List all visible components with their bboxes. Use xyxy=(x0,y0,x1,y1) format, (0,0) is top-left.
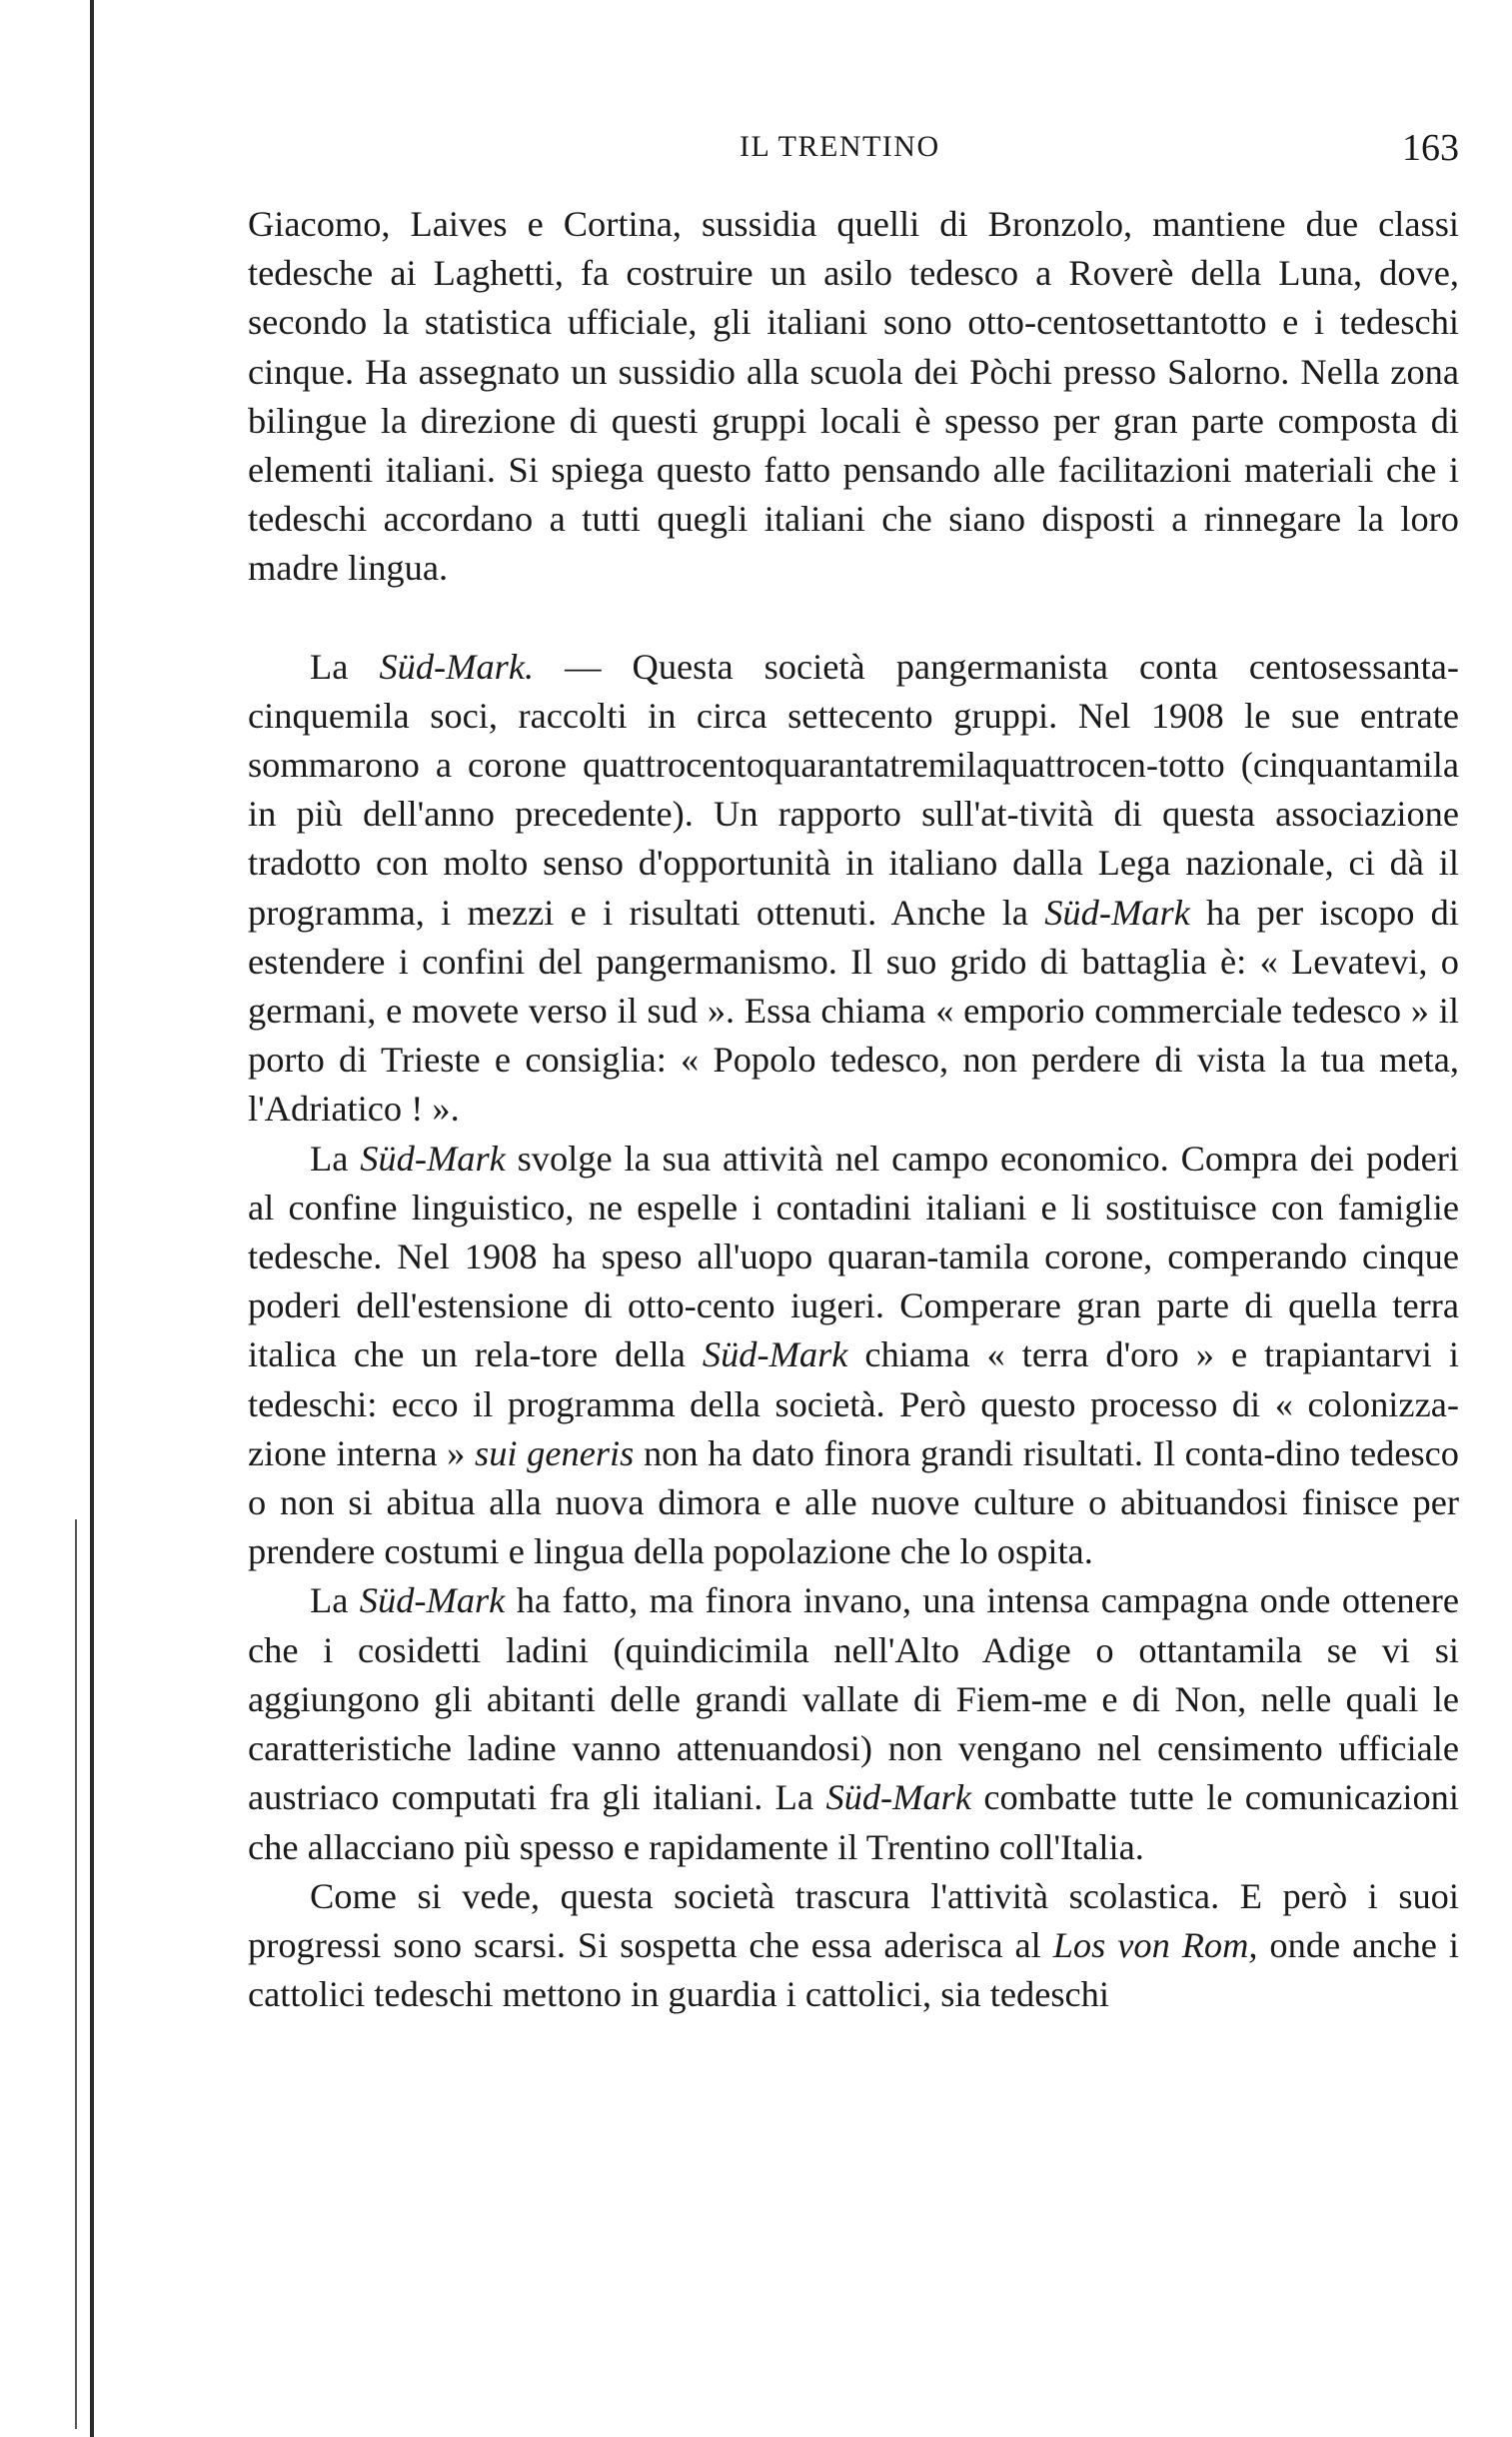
paragraph-4-italic-2: Süd-Mark xyxy=(825,1777,971,1818)
paragraph-4-italic-1: Süd-Mark xyxy=(359,1580,506,1621)
paragraph-5-text-2: onde anche i cattolici tedeschi mettono in guardia i cattolici, sia tedeschi xyxy=(248,1924,1459,2015)
page-binding-shadow xyxy=(75,1519,77,2429)
section-title-sud-mark: Süd-Mark. xyxy=(379,646,535,687)
paragraph-5-italic-1: Los von Rom, xyxy=(1052,1924,1258,1965)
paragraph-5-text-1: Come si vede, questa società trascura l'attività scolastica. E però i suoi progressi sono scarsi. Si sospetta che essa aderisca al xyxy=(248,1875,1459,1965)
paragraph-4-text-2: combatte tutte le comunicazioni che allacciano più spesso e rapidamente il Trentino coll'Italia. xyxy=(248,1777,1459,1867)
paragraph-4-prefix: La xyxy=(310,1580,360,1621)
running-title: IL TRENTINO xyxy=(740,130,940,163)
paragraph-3-text-1: svolge la sua attività nel campo economico. Compra dei poderi al confine linguistico, ne espelle i contadini italiani e li sostituisce con famiglie tedesche. Nel 1908 ha speso all'uopo quaran-tamila corone, comperando cinque poderi dell'estensione di otto-cento iugeri. Comperare gran parte di quella terra italica che un rela-tore della xyxy=(248,1138,1459,1375)
body-text xyxy=(248,200,1459,2019)
page-number: 163 xyxy=(1402,127,1459,169)
paragraph-2-prefix: La xyxy=(310,646,380,687)
paragraph-2 xyxy=(248,643,1459,1135)
paragraph-3-text-3: non ha dato finora grandi risultati. Il conta-dino tedesco o non si abitua alla nuova dimora e alle nuove culture o abituandosi finisce per prendere costumi e lingua della popolazione che lo ospita. xyxy=(248,1432,1459,1572)
paragraph-3-prefix: La xyxy=(310,1138,361,1179)
paragraph-3-italic-2: Süd-Mark xyxy=(702,1334,848,1375)
paragraph-3-italic-1: Süd-Mark xyxy=(360,1138,506,1179)
paragraph-5 xyxy=(248,1872,1459,2020)
page-header xyxy=(248,126,1459,176)
paragraph-1 xyxy=(248,200,1459,594)
paragraph-1-text: Giacomo, Laives e Cortina, sussidia quelli di Bronzolo, mantiene due classi tedesche ai Laghetti, fa costruire un asilo tedesco a Roverè della Luna, dove, secondo la statistica ufficiale, gli italiani sono otto-centosettantotto e i tedeschi cinque. Ha assegnato un sussidio alla scuola dei Pòchi presso Salorno. Nella zona bilingue la direzione di questi gruppi locali è spesso per gran parte composta di elementi italiani. Si spiega questo fatto pensando alle facilitazioni materiali che i tedeschi accordano a tutti quegli italiani che siano disposti a rinnegare la loro madre lingua. xyxy=(248,204,1459,589)
paragraph-3 xyxy=(248,1135,1459,1577)
page-binding-edge xyxy=(90,0,94,2437)
paragraph-2-text-2: ha per iscopo di estendere i confini del pangermanismo. Il suo grido di battaglia è: « Levatevi, o germani, e movete verso il sud ». Essa chiama « emporio commerciale tedesco » il porto di Trieste e consiglia: « Popolo tedesco, non perdere di vista la tua meta, l'Adriatico ! ». xyxy=(248,892,1459,1130)
paragraph-2-text: — Questa società pangermanista conta centosessanta-cinquemila soci, raccolti in circa settecento gruppi. Nel 1908 le sue entrate sommarono a corone quattrocentoquarantatremilaquattrocen-totto (cinquantamila in più dell'anno precedente). Un rapporto sull'at-tività di questa associazione tradotto con molto senso d'opportunità in italiano dalla Lega nazionale, ci dà il programma, i mezzi e i risultati ottenuti. Anche la xyxy=(248,646,1460,933)
paragraph-4 xyxy=(248,1576,1459,1871)
paragraph-2-italic: Süd-Mark xyxy=(1044,892,1190,933)
paragraph-4-text-1: ha fatto, ma finora invano, una intensa campagna onde ottenere che i cosidetti ladini (quindicimila nell'Alto Adige o ottantamila se vi si aggiungono gli abitanti delle grandi vallate di Fiem-me e di Non, nelle quali le caratteristiche ladine vanno attenuandosi) non vengano nel censimento ufficiale austriaco computati fra gli italiani. La xyxy=(248,1580,1460,1818)
paragraph-3-italic-3: sui generis xyxy=(475,1432,635,1473)
paragraph-3-text-2: chiama « terra d'oro » e trapiantarvi i tedeschi: ecco il programma della società. Però questo processo di « colonizza-zione interna » xyxy=(248,1334,1459,1473)
